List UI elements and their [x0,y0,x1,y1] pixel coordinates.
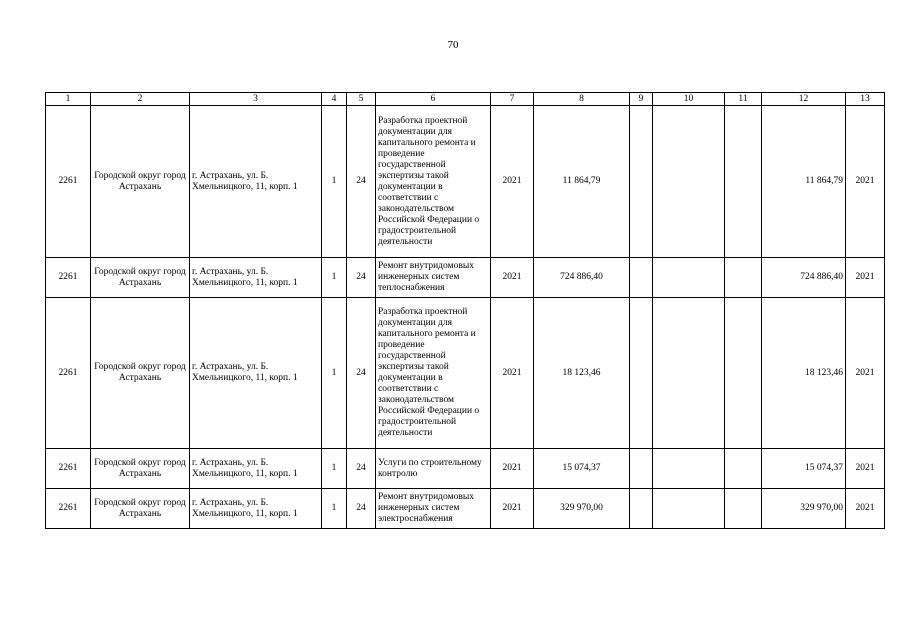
cell-municipality: Городской округ город Астрахань [91,489,190,529]
cell-cost: 18 123,46 [534,298,630,449]
cell-col9 [630,106,653,258]
column-header: 6 [376,93,491,106]
cell-work-type: Ремонт внутридомовых инженерных систем электроснабжения [376,489,491,529]
cell-col9 [630,489,653,529]
cell-col4: 1 [322,489,347,529]
cell-total: 18 123,46 [762,298,846,449]
cell-col10 [653,298,725,449]
cell-municipality: Городской округ город Астрахань [91,106,190,258]
cell-cost: 329 970,00 [534,489,630,529]
column-header: 8 [534,93,630,106]
cell-cost: 724 886,40 [534,258,630,298]
column-header: 13 [846,93,885,106]
page-number: 70 [447,39,459,51]
cell-municipality: Городской округ город Астрахань [91,449,190,489]
cell-year: 2021 [491,489,534,529]
cell-col5: 24 [347,258,376,298]
cell-cost: 15 074,37 [534,449,630,489]
cell-total: 724 886,40 [762,258,846,298]
cell-end-year: 2021 [846,298,885,449]
cell-work-type: Разработка проектной документации для капитального ремонта и проведение государственной экспертизы такой документации в соответствии с законодательством Российской Федерации о градостроительной деятельности [376,106,491,258]
column-header: 9 [630,93,653,106]
cell-id: 2261 [46,298,91,449]
cell-cost: 11 864,79 [534,106,630,258]
column-header: 4 [322,93,347,106]
cell-year: 2021 [491,449,534,489]
column-header: 12 [762,93,846,106]
cell-col10 [653,489,725,529]
cell-col4: 1 [322,298,347,449]
cell-col10 [653,449,725,489]
cell-total: 11 864,79 [762,106,846,258]
cell-work-type: Услуги по строительному контролю [376,449,491,489]
cell-col10 [653,258,725,298]
table-row [46,298,885,449]
table-row [46,106,885,258]
cell-id: 2261 [46,258,91,298]
cell-col5: 24 [347,106,376,258]
cell-col10 [653,106,725,258]
cell-address: г. Астрахань, ул. Б. Хмельницкого, 11, корп. 1 [190,449,322,489]
cell-col4: 1 [322,449,347,489]
cell-year: 2021 [491,258,534,298]
column-header: 2 [91,93,190,106]
cell-id: 2261 [46,449,91,489]
cell-col11 [725,298,762,449]
column-header: 3 [190,93,322,106]
cell-total: 15 074,37 [762,449,846,489]
cell-col9 [630,298,653,449]
table-row [46,258,885,298]
table-header-row [46,93,885,106]
table-row [46,489,885,529]
cell-address: г. Астрахань, ул. Б. Хмельницкого, 11, корп. 1 [190,106,322,258]
cell-col5: 24 [347,449,376,489]
cell-id: 2261 [46,489,91,529]
cell-col4: 1 [322,258,347,298]
column-header: 5 [347,93,376,106]
cell-address: г. Астрахань, ул. Б. Хмельницкого, 11, корп. 1 [190,258,322,298]
column-header: 10 [653,93,725,106]
cell-col5: 24 [347,489,376,529]
cell-municipality: Городской округ город Астрахань [91,258,190,298]
cell-col11 [725,258,762,298]
cell-col11 [725,449,762,489]
cell-end-year: 2021 [846,489,885,529]
cell-col11 [725,489,762,529]
cell-col9 [630,258,653,298]
cell-address: г. Астрахань, ул. Б. Хмельницкого, 11, корп. 1 [190,298,322,449]
cell-year: 2021 [491,106,534,258]
cell-end-year: 2021 [846,258,885,298]
cell-address: г. Астрахань, ул. Б. Хмельницкого, 11, корп. 1 [190,489,322,529]
column-header: 11 [725,93,762,106]
repair-program-table [45,92,885,529]
cell-end-year: 2021 [846,106,885,258]
cell-municipality: Городской округ город Астрахань [91,298,190,449]
cell-id: 2261 [46,106,91,258]
table-row [46,449,885,489]
cell-year: 2021 [491,298,534,449]
cell-total: 329 970,00 [762,489,846,529]
cell-end-year: 2021 [846,449,885,489]
cell-work-type: Ремонт внутридомовых инженерных систем теплоснабжения [376,258,491,298]
column-header: 7 [491,93,534,106]
column-header: 1 [46,93,91,106]
cell-col11 [725,106,762,258]
cell-col4: 1 [322,106,347,258]
cell-work-type: Разработка проектной документации для капитального ремонта и проведение государственной экспертизы такой документации в соответствии с законодательством Российской Федерации о градостроительной деятельности [376,298,491,449]
cell-col9 [630,449,653,489]
cell-col5: 24 [347,298,376,449]
